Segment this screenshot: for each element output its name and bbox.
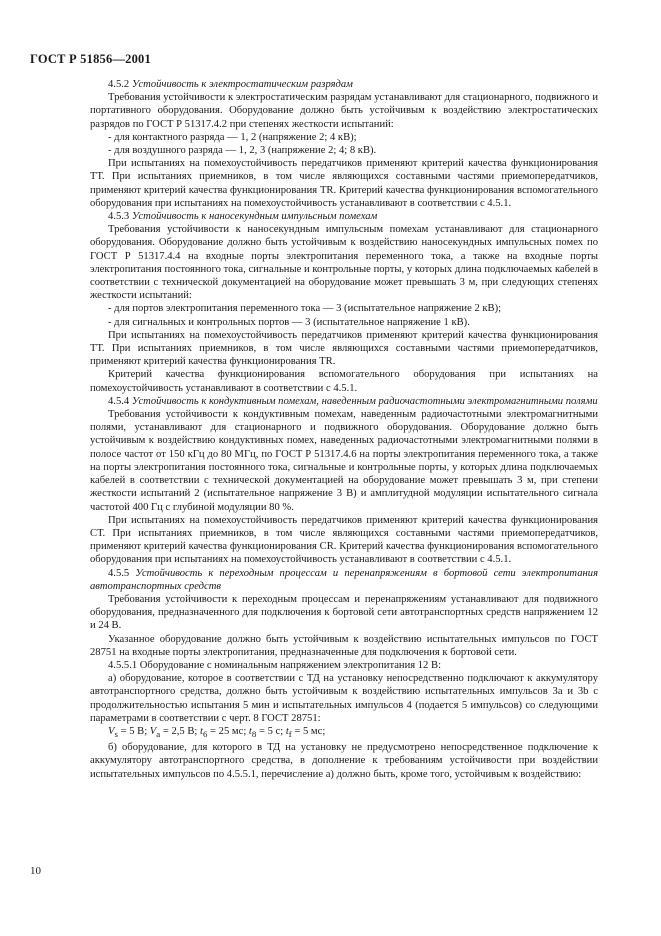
var-t: t — [285, 725, 289, 737]
section-heading — [90, 395, 598, 408]
section-number: 4.5.3 — [108, 211, 130, 223]
sub-6: 6 — [202, 729, 208, 740]
var-t: t — [200, 725, 203, 737]
formula-line — [90, 725, 598, 741]
section-number: 4.5.4 — [108, 395, 130, 407]
section-title: Устойчивость к наносекундным импульсным помехам — [131, 211, 378, 223]
var-v: V — [149, 725, 157, 737]
list-item: - для портов электропитания переменного тока — 3 (испытательное напряжение 2 кВ); — [108, 303, 502, 315]
paragraph: При испытаниях на помехоустойчивость передатчиков применяют критерий качества функционирования СТ. При испытаниях приемников, в том числе являющихся составными частями приемопередатчиков, применяют критерий качества функционирования CR. Критерий качества функционирования вспомогательного оборудования при испытаниях на помехоустойчивость устанавливают в соответствии с 4.5.1. — [90, 514, 598, 566]
val-t8: = 5 с; — [256, 725, 286, 737]
val-va: = 2,5 В; — [160, 725, 201, 737]
paragraph: Требования устойчивости к наносекундным импульсным помехам устанавливают для стационарного оборудования. Оборудование должно быть устойчивым к воздействию наносекундных импульсных помех по ГОСТ Р 51317.4.4 на входные порты электропитания переменного тока, а также на входные порты электропитания постоянного тока, сигнальные и контрольные порты, у которых длина подключаемых кабелей в соответствии с технической документацией на оборудование может превышать 3 м, при следующих степенях жесткости испытаний: — [90, 224, 598, 302]
section-heading — [90, 567, 598, 593]
val-tf: = 5 мс; — [291, 725, 326, 737]
sub-8: 8 — [251, 729, 257, 740]
var-v: V — [108, 725, 115, 737]
sub-s: s — [114, 729, 118, 740]
document-body — [90, 78, 598, 781]
paragraph: а) оборудование, которое в соответствии с ТД на установку непосредственно подключают к аккумулятору автотранспортного средства, должно быть устойчивым к воздействию испытательных импульсов 3а и 3b с продолжительностью испытания 5 мин и испытательных импульсов 4 (подается 5 импульсов) со следующими параметрами в соответствии с черт. 8 ГОСТ 28751: — [90, 673, 598, 724]
list-item: - для сигнальных и контрольных портов — 3 (испытательное напряжение 1 кВ). — [108, 316, 470, 328]
paragraph: При испытаниях на помехоустойчивость передатчиков применяют критерий качества функционирования ТТ. При испытаниях приемников, в том числе являющихся составными частями приемопередатчиков, применяют критерий качества функционирования TR. — [90, 329, 598, 368]
paragraph: При испытаниях на помехоустойчивость передатчиков применяют критерий качества функционирования ТТ. При испытаниях приемников, в том числе являющихся составными частями приемопередатчиков, применяют критерий качества функционирования TR. Критерий качества функционирования вспомогательного оборудования при испытаниях на помехоустойчивость устанавливают в соответствии с 4.5.1. — [90, 158, 598, 209]
list-item: - для контактного разряда — 1, 2 (напряжение 2; 4 кВ); — [108, 131, 357, 143]
paragraph: 4.5.5.1 Оборудование с номинальным напряжением электропитания 12 В: — [108, 659, 442, 671]
section-title: Устойчивость к переходным процессам и перенапряжениям в бортовой сети электропитания автотранспортных средств — [90, 567, 598, 592]
paragraph: Указанное оборудование должно быть устойчивым к воздействию испытательных импульсов по ГОСТ 28751 на входные порты электропитания, предназначенные для подключения к бортовой сети. — [90, 633, 598, 658]
paragraph: Требования устойчивости к переходным процессам и перенапряжениям устанавливают для подвижного оборудования, предназначенного для подключения к бортовой сети автотранспортных средств напряжением 12 и 24 В. — [90, 593, 598, 632]
paragraph: Требования устойчивости к кондуктивным помехам, наведенным радиочастотными электромагнитными полями, устанавливают для стационарного и подвижного оборудования. Оборудование должно быть устойчивым к воздействию кондуктивных помех, наведенных радиочастотными электромагнитными полями в полосе частот от 150 кГц до 80 МГц, по ГОСТ Р 51317.4.6 на порты электропитания переменного тока, а также на порты электропитания постоянного тока, сигнальные и контрольные порты, у которых длина подключаемых кабелей в соответствии с технической документацией на оборудование может превышать 3 м, при степени жесткости испытаний 2 (испытательное напряжение 3 В) и амплитудной модуляции испытательного сигнала частотой 400 Гц с глубиной модуляции 80 %. — [90, 409, 598, 513]
var-t: t — [248, 725, 252, 737]
val-vs: = 5 В; — [117, 725, 150, 737]
section-title: Устойчивость к электростатическим разрядам — [131, 79, 353, 90]
paragraph: Требования устойчивости к электростатическим разрядам устанавливают для стационарного, подвижного и портативного оборудования. Оборудование должно быть устойчивым к воздействию электростатических разрядов по ГОСТ Р 51317.4.2 при степенях жесткости испытаний: — [90, 92, 598, 130]
section-heading — [90, 78, 598, 91]
section-number: 4.5.5 — [108, 567, 130, 579]
sub-a: a — [156, 729, 161, 740]
page-header: ГОСТ Р 51856—2001 — [30, 52, 151, 66]
section-title: Устойчивость к кондуктивным помехам, наведенным радиочастотными электромагнитными полями — [131, 395, 598, 407]
section-number: 4.5.2 — [108, 79, 130, 90]
val-t6: = 25 мс; — [207, 725, 249, 737]
sub-f: f — [288, 729, 292, 740]
section-heading — [90, 210, 598, 223]
page-number: 10 — [30, 865, 41, 877]
paragraph: б) оборудование, для которого в ТД на установку не предусмотрено непосредственное подключение к аккумулятору автотранспортного средства, в дополнение к требованиям устойчивости при воздействии испытательных импульсов по 4.5.5.1, перечисление а) должно быть, кроме того, устойчивым к воздействию: — [90, 742, 598, 780]
paragraph: Критерий качества функционирования вспомогательного оборудования при испытаниях на помехоустойчивость устанавливают в соответствии с 4.5.1. — [90, 369, 598, 394]
list-item: - для воздушного разряда — 1, 2, 3 (напряжение 2; 4; 8 кВ). — [108, 145, 377, 157]
